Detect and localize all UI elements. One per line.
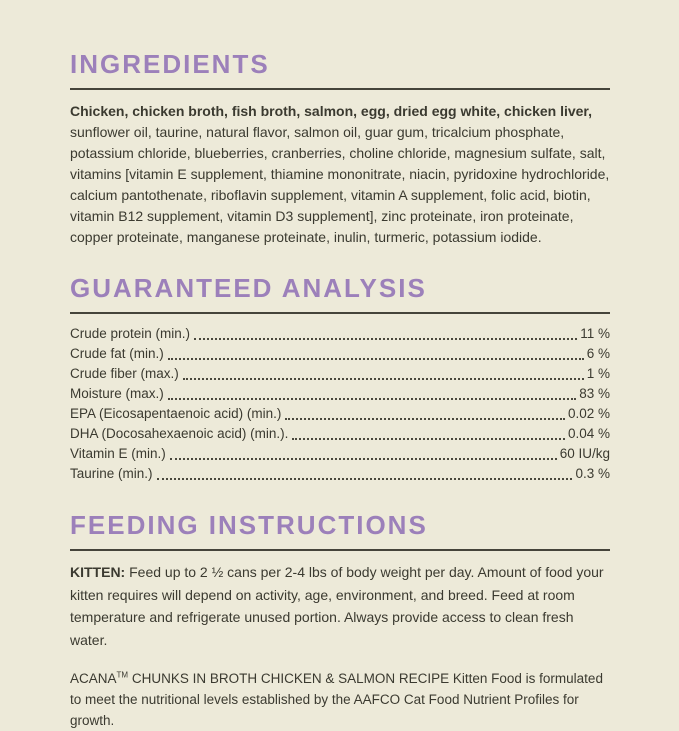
aafco-statement [70, 668, 610, 731]
guaranteed-analysis-table [70, 324, 610, 484]
kitten-feeding-text [70, 561, 610, 651]
table-row [70, 464, 610, 484]
table-row [70, 324, 610, 344]
trademark-symbol: TM [116, 670, 129, 680]
table-row [70, 384, 610, 404]
feeding-instructions-section [70, 511, 610, 731]
ingredients-section [70, 50, 610, 248]
dot-leader [292, 438, 565, 440]
analysis-value: 83 % [579, 386, 610, 402]
dot-leader [194, 338, 577, 340]
guaranteed-analysis-divider [70, 312, 610, 315]
kitten-instructions: Feed up to 2 ½ cans per 2-4 lbs of body weight per day. Amount of food your kitten requires will depend on activity, age, environment, and breed. Feed at room temperature and refrigerate unused portion. Always provide access to clean fresh water. [70, 564, 604, 648]
ingredients-regular-list: sunflower oil, taurine, natural flavor, salmon oil, guar gum, tricalcium phosphate, potassium chloride, blueberries, cranberries, choline chloride, magnesium sulfate, salt, vitamins [vitamin E supplement, thiamine mononitrate, niacin, pyridoxine hydrochloride, calcium pantothenate, riboflavin supplement, vitamin A supplement, folic acid, biotin, vitamin B12 supplement, vitamin D3 supplement], zinc proteinate, iron proteinate, copper proteinate, manganese proteinate, inulin, turmeric, potassium iodide. [70, 124, 610, 246]
dot-leader [183, 378, 584, 380]
table-row [70, 404, 610, 424]
analysis-value: 6 % [586, 346, 610, 362]
analysis-label: Vitamin E (min.) [70, 446, 166, 462]
analysis-value: 11 % [580, 326, 610, 342]
analysis-label: Crude protein (min.) [70, 326, 191, 342]
analysis-label: Crude fiber (max.) [70, 366, 179, 382]
table-row [70, 444, 610, 464]
feeding-instructions-divider [70, 549, 610, 552]
ingredients-heading: INGREDIENTS [70, 49, 270, 79]
analysis-value: 0.3 % [575, 466, 610, 482]
table-row [70, 424, 610, 444]
analysis-value: 0.04 % [567, 426, 610, 442]
analysis-value: 0.02 % [567, 406, 610, 422]
feeding-instructions-heading: FEEDING INSTRUCTIONS [70, 510, 428, 541]
dot-leader [170, 458, 557, 460]
dot-leader [157, 478, 573, 480]
analysis-label: Taurine (min.) [70, 466, 153, 482]
kitten-label: KITTEN: [70, 564, 126, 581]
dot-leader [168, 358, 584, 360]
dot-leader [168, 398, 576, 400]
ingredients-text [70, 101, 610, 248]
analysis-value: 1 % [586, 366, 610, 382]
ingredients-bold-list: Chicken, chicken broth, fish broth, salmon, egg, dried egg white, chicken liver, [70, 103, 592, 120]
analysis-label: EPA (Eicosapentaenoic acid) (min.) [70, 406, 282, 422]
brand-name: ACANA [70, 671, 117, 687]
guaranteed-analysis-section [70, 274, 610, 484]
table-row [70, 364, 610, 384]
table-row [70, 344, 610, 364]
dot-leader [285, 418, 565, 420]
guaranteed-analysis-heading: GUARANTEED ANALYSIS [70, 273, 427, 304]
analysis-label: DHA (Docosahexaenoic acid) (min.). [70, 426, 289, 442]
aafco-statement-text: CHUNKS IN BROTH CHICKEN & SALMON RECIPE Kitten Food is formulated to meet the nutritional levels established by the AAFCO Cat Food Nutrient Profiles for growth. [70, 671, 603, 729]
ingredients-divider [70, 88, 610, 91]
analysis-label: Crude fat (min.) [70, 346, 164, 362]
analysis-value: 60 IU/kg [559, 446, 610, 462]
analysis-label: Moisture (max.) [70, 386, 164, 402]
